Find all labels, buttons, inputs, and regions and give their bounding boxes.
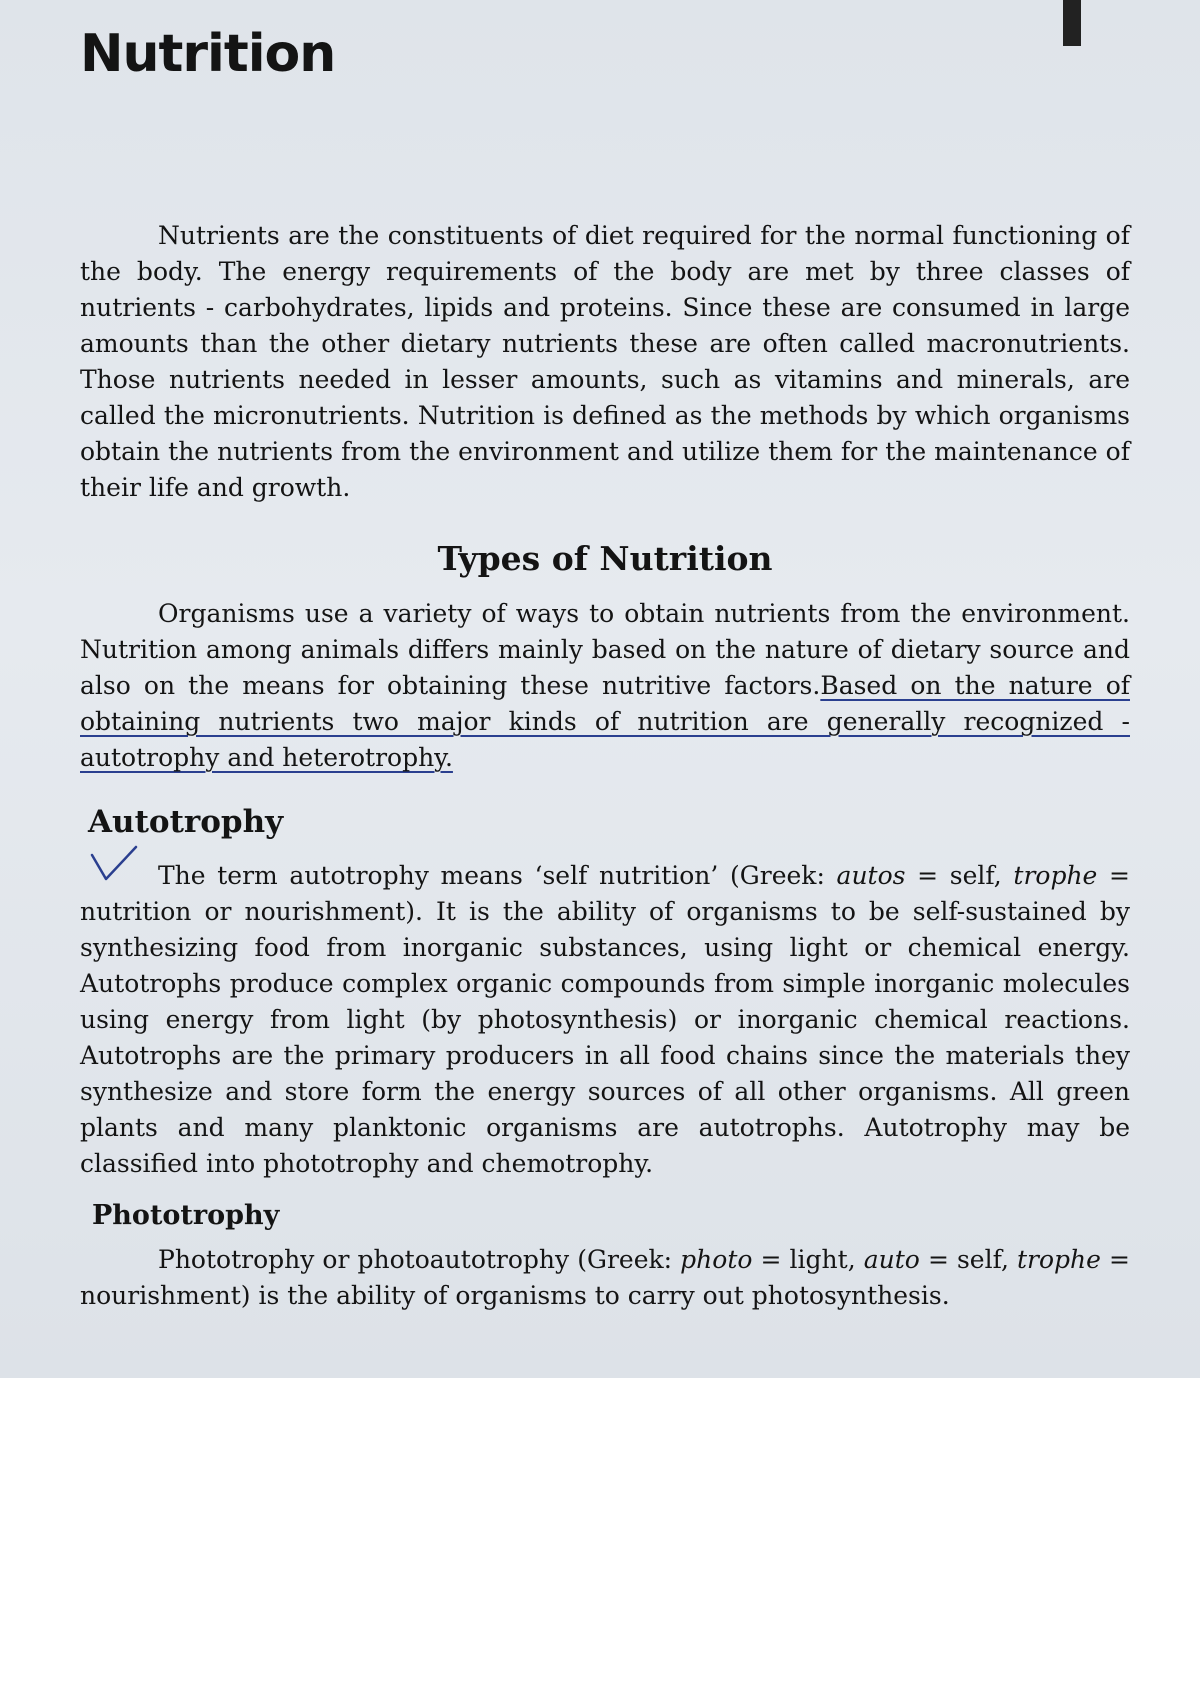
phototrophy-text: = self,	[919, 1245, 1017, 1274]
greek-term: auto	[863, 1245, 920, 1274]
greek-term: autos	[836, 861, 906, 890]
greek-term: photo	[680, 1245, 753, 1274]
subsection-title-autotrophy: Autotrophy	[88, 804, 284, 840]
greek-term: trophe	[1017, 1245, 1101, 1274]
autotrophy-paragraph	[80, 858, 1130, 1182]
autotrophy-text: = self,	[905, 861, 1014, 890]
phototrophy-text: Phototrophy or photoautotrophy (Greek:	[158, 1245, 681, 1274]
chapter-title: Nutrition	[80, 24, 336, 84]
phototrophy-paragraph	[80, 1242, 1130, 1314]
autotrophy-text: The term autotrophy means ‘self nutrition’ (Greek:	[158, 861, 837, 890]
page-content	[80, 18, 1130, 1314]
types-paragraph	[80, 596, 1130, 776]
autotrophy-text: = nutrition or nourishment). It is the ability of organisms to be self-sustained by synthesizing food from inorganic substances, using light or chemical energy. Autotrophs produce complex organic compounds from simple inorganic molecules using energy from light (by photosynthesis) or inorganic chemical reactions. Autotrophs are the primary producers in all food chains since the materials they synthesize and store form the energy sources of all other organisms. All green plants and many planktonic organisms are autotrophs. Autotrophy may be classified into phototrophy and chemotrophy.	[80, 861, 1130, 1178]
phototrophy-text: = nourishment) is the ability of organisms to carry out photosynthesis.	[80, 1245, 1130, 1310]
types-paragraph-text: Organisms use a variety of ways to obtain nutrients from the environment. Nutrition among animals differs mainly based on the nature of dietary source and also on the means for obtaining these nutritive factors.	[80, 599, 1130, 700]
section-title-types-of-nutrition: Types of Nutrition	[437, 539, 773, 578]
greek-term: trophe	[1013, 861, 1098, 890]
subsubsection-title-phototrophy: Phototrophy	[92, 1200, 280, 1231]
underlined-highlight: Based on the nature of obtaining nutrients two major kinds of nutrition are generally recognized - autotrophy and heterotrophy.	[80, 671, 1130, 772]
intro-paragraph: Nutrients are the constituents of diet required for the normal functioning of the body. The energy requirements of the body are met by three classes of nutrients - carbohydrates, lipids and proteins. Since these are consumed in large amounts than the other dietary nutrients these are often called macronutrients. Those nutrients needed in lesser amounts, such as vitamins and minerals, are called the micronutrients. Nutrition is defined as the methods by which organisms obtain the nutrients from the environment and utilize them for the maintenance of their life and growth.	[80, 221, 1130, 502]
phototrophy-text: = light,	[752, 1245, 864, 1274]
